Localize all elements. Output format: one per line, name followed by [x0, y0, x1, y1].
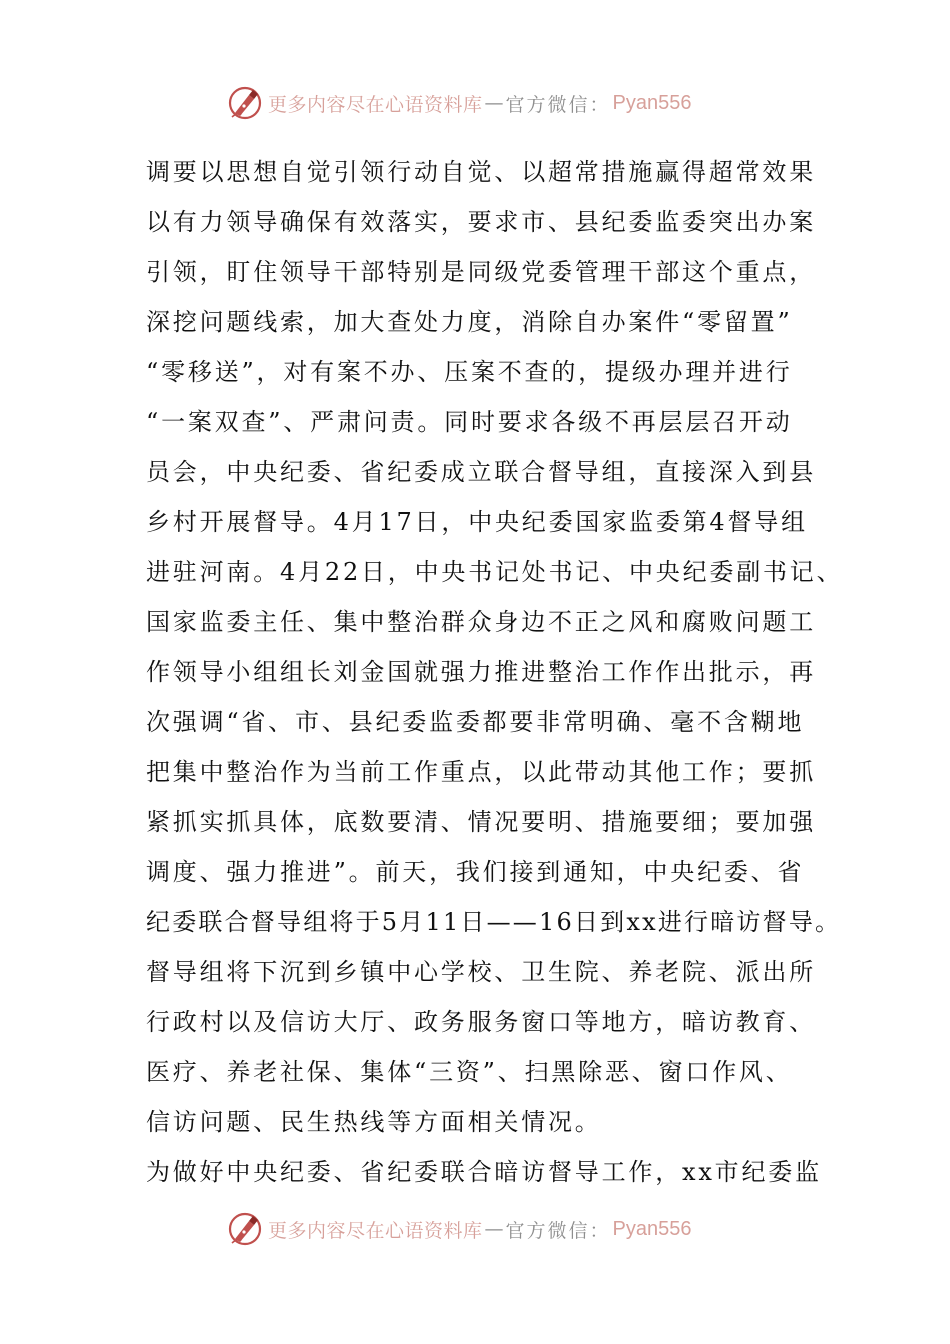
- banner-dash: —: [484, 1218, 504, 1240]
- text-line-21: 为做好中央纪委、省纪委联合暗访督导工作，xx市纪委监: [146, 1158, 822, 1186]
- text-line-11: 作领导小组组长刘金国就强力推进整治工作作出批示，再: [146, 658, 816, 686]
- text-line-5: “零移送”，对有案不办、压案不查的，提级办理并进行: [146, 358, 793, 386]
- text-line-4: 深挖问题线索，加大查处力度，消除自办案件“零留置”: [146, 308, 793, 336]
- text-line-14: 紧抓实抓具体，底数要清、情况要明、措施要细；要加强: [146, 808, 816, 836]
- text-line-13: 把集中整治作为当前工作重点，以此带动其他工作；要抓: [146, 758, 816, 786]
- text-line-1: 调要以思想自觉引领行动自觉、以超常措施赢得超常效果: [146, 158, 816, 186]
- pen-nib-logo-icon: [226, 1210, 264, 1248]
- text-line-10: 国家监委主任、集中整治群众身边不正之风和腐败问题工: [146, 608, 816, 636]
- banner-slogan: 更多内容尽在心语资料库: [268, 1219, 483, 1242]
- text-line-20: 信访问题、民生热线等方面相关情况。: [146, 1108, 602, 1136]
- text-line-3: 引领，盯住领导干部特别是同级党委管理干部这个重点，: [146, 258, 816, 286]
- text-line-8: 乡村开展督导。4月17日，中央纪委国家监委第4督导组: [146, 508, 808, 536]
- text-line-18: 行政村以及信访大厅、政务服务窗口等地方，暗访教育、: [146, 1008, 816, 1036]
- text-line-15: 调度、强力推进”。前天，我们接到通知，中央纪委、省: [146, 858, 805, 886]
- banner-wechat-id: Pyan556: [612, 1217, 692, 1240]
- text-line-12: 次强调“省、市、县纪委监委都要非常明确、毫不含糊地: [146, 708, 805, 736]
- pen-nib-logo-icon: [226, 84, 264, 122]
- text-line-2: 以有力领导确保有效落实，要求市、县纪委监委突出办案: [146, 208, 816, 236]
- text-line-17: 督导组将下沉到乡镇中心学校、卫生院、养老院、派出所: [146, 958, 816, 986]
- banner-wechat-label: 官方微信：: [505, 93, 611, 116]
- text-line-6: “一案双查”、严肃问责。同时要求各级不再层层召开动: [146, 408, 793, 436]
- banner-slogan: 更多内容尽在心语资料库: [268, 93, 483, 116]
- text-line-16: 纪委联合督导组将于5月11日——16日到xx进行暗访督导。: [146, 908, 842, 936]
- footer-banner: [226, 1209, 692, 1249]
- text-line-19: 医疗、养老社保、集体“三资”、扫黑除恶、窗口作风、: [146, 1058, 793, 1086]
- text-line-9: 进驻河南。4月22日，中央书记处书记、中央纪委副书记、: [146, 558, 844, 586]
- text-line-7: 员会，中央纪委、省纪委成立联合督导组，直接深入到县: [146, 458, 816, 486]
- banner-dash: —: [484, 92, 504, 114]
- header-banner: [226, 83, 692, 123]
- banner-wechat-label: 官方微信：: [505, 1219, 611, 1242]
- banner-wechat-id: Pyan556: [612, 91, 692, 114]
- document-body: [146, 147, 844, 1197]
